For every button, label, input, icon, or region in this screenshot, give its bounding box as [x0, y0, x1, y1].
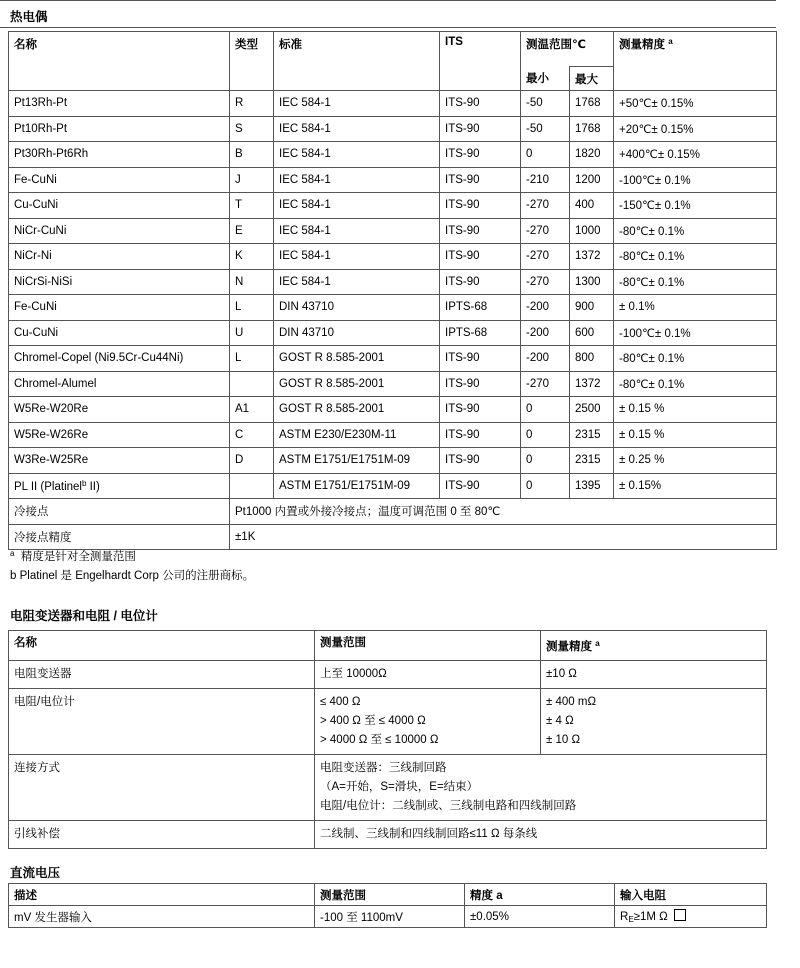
res-transmitter-name: 电阻变送器 [9, 661, 315, 689]
cjc-label: 冷接点 [9, 499, 230, 525]
cell-standard: DIN 43710 [274, 295, 440, 321]
table-row [9, 473, 777, 499]
table-row [9, 244, 777, 270]
cell-max: 1200 [570, 167, 614, 193]
footnote-b: b Platinel 是 Engelhardt Corp 公司的注册商标。 [10, 570, 255, 582]
cell-standard: IEC 584-1 [274, 91, 440, 117]
cell-type: K [230, 244, 274, 270]
table-row [9, 448, 777, 474]
cell-name: Chromel-Copel (Ni9.5Cr-Cu44Ni) [9, 346, 230, 372]
cell-accuracy: ± 0.15 % [614, 397, 777, 423]
cell-type: L [230, 346, 274, 372]
header-its: ITS [440, 32, 521, 91]
cell-type: L [230, 295, 274, 321]
title-rule [0, 27, 776, 28]
dc-table [8, 883, 767, 928]
cell-name: Chromel-Alumel [9, 371, 230, 397]
cell-min: 0 [521, 448, 570, 474]
cell-accuracy: -80℃± 0.1% [614, 269, 777, 295]
cell-accuracy: ± 0.25 % [614, 448, 777, 474]
res-pot-name: 电阻/电位计 [9, 689, 315, 755]
table-row [9, 422, 777, 448]
cell-type [230, 473, 274, 499]
cjc-row [9, 499, 777, 525]
cell-min: 0 [521, 142, 570, 168]
cell-name: Pt10Rh-Pt [9, 116, 230, 142]
table-row [9, 193, 777, 219]
cell-accuracy: -100℃± 0.1% [614, 320, 777, 346]
cell-max: 1820 [570, 142, 614, 168]
dc-header-input: 输入电阻 [615, 884, 767, 906]
res-pot-ranges: ≤ 400 Ω > 400 Ω 至 ≤ 4000 Ω > 4000 Ω 至 ≤ 10000 Ω [315, 689, 541, 755]
cell-max: 1768 [570, 91, 614, 117]
cell-max: 2500 [570, 397, 614, 423]
cell-type: S [230, 116, 274, 142]
header-max: 最大 [570, 67, 614, 91]
cell-min: 0 [521, 397, 570, 423]
cell-type [230, 371, 274, 397]
table-row [9, 116, 777, 142]
cell-type: A1 [230, 397, 274, 423]
cell-max: 400 [570, 193, 614, 219]
resistance-table [8, 630, 767, 849]
cell-its: IPTS-68 [440, 295, 521, 321]
cell-name: Fe-CuNi [9, 295, 230, 321]
resistance-title: 电阻变送器和电阻 / 电位计 [10, 609, 158, 623]
cell-max: 2315 [570, 422, 614, 448]
cell-max: 1372 [570, 244, 614, 270]
cell-standard: GOST R 8.585-2001 [274, 371, 440, 397]
cell-its: ITS-90 [440, 167, 521, 193]
cell-name: NiCr-Ni [9, 244, 230, 270]
cell-accuracy: -100℃± 0.1% [614, 167, 777, 193]
cell-its: ITS-90 [440, 397, 521, 423]
cell-standard: IEC 584-1 [274, 142, 440, 168]
cell-type: U [230, 320, 274, 346]
cell-type: D [230, 448, 274, 474]
header-name: 名称 [9, 32, 230, 91]
table-row [9, 320, 777, 346]
cell-max: 1300 [570, 269, 614, 295]
table-row [9, 755, 767, 821]
cell-accuracy: +50℃± 0.15% [614, 91, 777, 117]
res-transmitter-range: 上至 10000Ω [315, 661, 541, 689]
cell-its: ITS-90 [440, 193, 521, 219]
cell-min: -270 [521, 371, 570, 397]
cell-accuracy: -80℃± 0.1% [614, 218, 777, 244]
cell-its: ITS-90 [440, 269, 521, 295]
cell-min: -50 [521, 91, 570, 117]
header-range: 测温范围℃ [521, 32, 614, 67]
cell-standard: GOST R 8.585-2001 [274, 346, 440, 372]
cell-standard: ASTM E1751/E1751M-09 [274, 448, 440, 474]
cell-its: ITS-90 [440, 142, 521, 168]
cell-its: ITS-90 [440, 218, 521, 244]
cell-min: -270 [521, 218, 570, 244]
cell-standard: IEC 584-1 [274, 269, 440, 295]
res-header-range: 测量范围 [315, 631, 541, 661]
cell-min: -200 [521, 295, 570, 321]
cell-min: -270 [521, 269, 570, 295]
cell-standard: ASTM E1751/E1751M-09 [274, 473, 440, 499]
dc-input: $R_E\ge 1M$ Ω [615, 906, 767, 928]
cell-standard: GOST R 8.585-2001 [274, 397, 440, 423]
table-row [9, 821, 767, 849]
cell-its: ITS-90 [440, 244, 521, 270]
cell-name: W5Re-W26Re [9, 422, 230, 448]
table-row [9, 218, 777, 244]
header-accuracy: 测量精度 $^a$ [614, 32, 777, 91]
cell-standard: DIN 43710 [274, 320, 440, 346]
table-row [9, 346, 777, 372]
table-row [9, 269, 777, 295]
cell-its: ITS-90 [440, 346, 521, 372]
table-row [9, 661, 767, 689]
cell-max: 1768 [570, 116, 614, 142]
dc-title: 直流电压 [10, 866, 61, 880]
res-transmitter-accuracy: ±10 Ω [541, 661, 767, 689]
res-lead-name: 引线补偿 [9, 821, 315, 849]
cell-accuracy: -80℃± 0.1% [614, 371, 777, 397]
table-row [9, 371, 777, 397]
cell-its: ITS-90 [440, 473, 521, 499]
header-min: 最小 [521, 67, 570, 91]
cell-type: J [230, 167, 274, 193]
cell-standard: IEC 584-1 [274, 193, 440, 219]
cell-max: 1395 [570, 473, 614, 499]
cell-name: PL II (Platinel$^b$ II) [9, 473, 230, 499]
cell-accuracy: -80℃± 0.1% [614, 244, 777, 270]
res-header-name: 名称 [9, 631, 315, 661]
table-row [9, 142, 777, 168]
cell-min: -210 [521, 167, 570, 193]
cell-accuracy: ± 0.1% [614, 295, 777, 321]
dc-header-range: 测量范围 [315, 884, 465, 906]
cell-max: 600 [570, 320, 614, 346]
cell-min: -270 [521, 193, 570, 219]
cell-name: Cu-CuNi [9, 320, 230, 346]
cell-standard: IEC 584-1 [274, 167, 440, 193]
cell-accuracy: -150℃± 0.1% [614, 193, 777, 219]
cell-accuracy: +20℃± 0.15% [614, 116, 777, 142]
cell-accuracy: ± 0.15 % [614, 422, 777, 448]
header-type: 类型 [230, 32, 274, 91]
table-row [9, 689, 767, 755]
cell-standard: IEC 584-1 [274, 116, 440, 142]
cell-max: 2315 [570, 448, 614, 474]
dc-header-accuracy: 精度 a [465, 884, 615, 906]
cell-name: W5Re-W20Re [9, 397, 230, 423]
cell-min: -200 [521, 346, 570, 372]
cell-standard: ASTM E230/E230M-11 [274, 422, 440, 448]
dc-range: -100 至 1100mV [315, 906, 465, 928]
table-row [9, 295, 777, 321]
thermocouple-table [8, 31, 777, 550]
cell-its: ITS-90 [440, 422, 521, 448]
cell-accuracy: ± 0.15% [614, 473, 777, 499]
res-connection-name: 连接方式 [9, 755, 315, 821]
cell-name: W3Re-W25Re [9, 448, 230, 474]
cell-its: IPTS-68 [440, 320, 521, 346]
header-standard: 标准 [274, 32, 440, 91]
cell-its: ITS-90 [440, 448, 521, 474]
cell-accuracy: +400℃± 0.15% [614, 142, 777, 168]
top-rule [0, 0, 776, 1]
cell-its: ITS-90 [440, 371, 521, 397]
cjc-value: Pt1000 内置或外接冷接点；温度可调范围 0 至 80℃ [230, 499, 777, 525]
cell-min: -50 [521, 116, 570, 142]
cell-standard: IEC 584-1 [274, 244, 440, 270]
cell-standard: IEC 584-1 [274, 218, 440, 244]
cell-type: N [230, 269, 274, 295]
cell-min: -200 [521, 320, 570, 346]
table-row [9, 167, 777, 193]
cell-name: NiCr-CuNi [9, 218, 230, 244]
cjc-accuracy-label: 冷接点精度 [9, 524, 230, 550]
res-pot-accuracies: ± 400 mΩ ± 4 Ω ± 10 Ω [541, 689, 767, 755]
footnotes [10, 544, 254, 586]
cell-min: -270 [521, 244, 570, 270]
cell-name: NiCrSi-NiSi [9, 269, 230, 295]
cell-accuracy: -80℃± 0.1% [614, 346, 777, 372]
dc-desc: mV 发生器输入 [9, 906, 315, 928]
table-row [9, 91, 777, 117]
res-header-accuracy: 测量精度 $^a$ [541, 631, 767, 661]
footnote-a: $^a$ 精度是针对全测量范围 [10, 549, 136, 563]
cell-max: 800 [570, 346, 614, 372]
cell-type: C [230, 422, 274, 448]
dc-accuracy: ±0.05% [465, 906, 615, 928]
cell-type: B [230, 142, 274, 168]
cell-its: ITS-90 [440, 91, 521, 117]
cell-its: ITS-90 [440, 116, 521, 142]
res-connection-value: 电阻变送器：三线制回路 （A=开始，S=滑块，E=结束） 电阻/电位计：二线制或、三线制电路和四线制回路 [315, 755, 767, 821]
res-lead-value: 二线制、三线制和四线制回路≤11 Ω 每条线 [315, 821, 767, 849]
cell-min: 0 [521, 422, 570, 448]
thermocouple-title: 热电偶 [10, 10, 48, 24]
checkbox[interactable] [674, 909, 686, 921]
cell-max: 1372 [570, 371, 614, 397]
table-row [9, 397, 777, 423]
cell-name: Pt30Rh-Pt6Rh [9, 142, 230, 168]
cjc-accuracy-value: ±1K [230, 524, 777, 550]
cell-name: Cu-CuNi [9, 193, 230, 219]
footnote-a-mark: a [668, 37, 673, 46]
cell-name: Fe-CuNi [9, 167, 230, 193]
dc-header-desc: 描述 [9, 884, 315, 906]
cell-type: T [230, 193, 274, 219]
table-row [9, 906, 767, 928]
cell-type: R [230, 91, 274, 117]
cell-type: E [230, 218, 274, 244]
cell-name: Pt13Rh-Pt [9, 91, 230, 117]
cell-max: 900 [570, 295, 614, 321]
cell-min: 0 [521, 473, 570, 499]
cell-max: 1000 [570, 218, 614, 244]
